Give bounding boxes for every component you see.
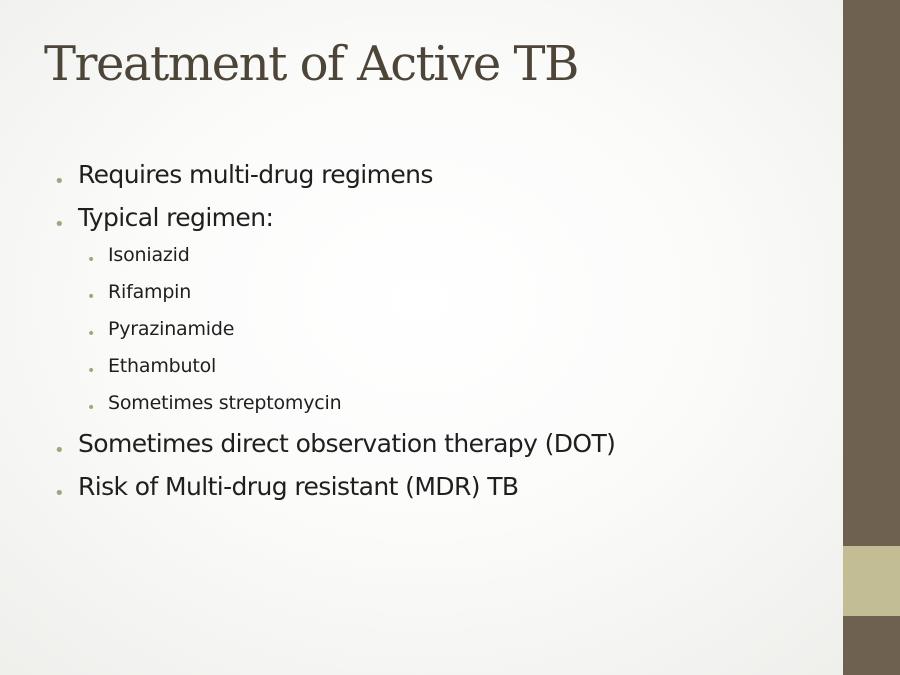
bullet-item [52,429,832,459]
slide-title: Treatment of Active TB [44,36,578,92]
bullet-icon: • [54,171,65,192]
sub-bullet-item [79,391,832,416]
side-decoration-band [843,0,900,675]
bullet-text: Risk of Multi-drug resistant (MDR) TB [78,472,519,501]
bullet-text: Sometimes direct observation therapy (DOT) [78,429,616,458]
bullet-item [52,472,832,502]
sub-bullet-text: Pyrazinamide [108,318,235,340]
sub-bullet-icon: • [87,289,96,305]
bullet-icon: • [54,483,65,504]
sub-bullet-item [79,317,832,342]
bullet-item [52,203,832,416]
sub-bullet-text: Isoniazid [108,244,190,266]
sub-bullet-text: Ethambutol [108,355,217,377]
sub-bullet-item [79,243,832,268]
bullet-icon: • [54,214,65,235]
bullet-item [52,160,832,190]
sub-bullet-icon: • [87,400,96,416]
sub-bullet-item [79,280,832,305]
sub-bullet-text: Rifampin [108,281,192,303]
bullet-text: Requires multi-drug regimens [78,160,433,189]
bullet-icon: • [54,440,65,461]
sub-bullet-icon: • [87,252,96,268]
sub-bullet-list [78,243,832,416]
bullet-text: Typical regimen: [78,203,274,232]
sub-bullet-icon: • [87,326,96,342]
bullet-list [52,160,832,515]
sub-bullet-icon: • [87,363,96,379]
sub-bullet-text: Sometimes streptomycin [108,392,342,414]
side-accent-block [843,546,900,616]
sub-bullet-item [79,354,832,379]
